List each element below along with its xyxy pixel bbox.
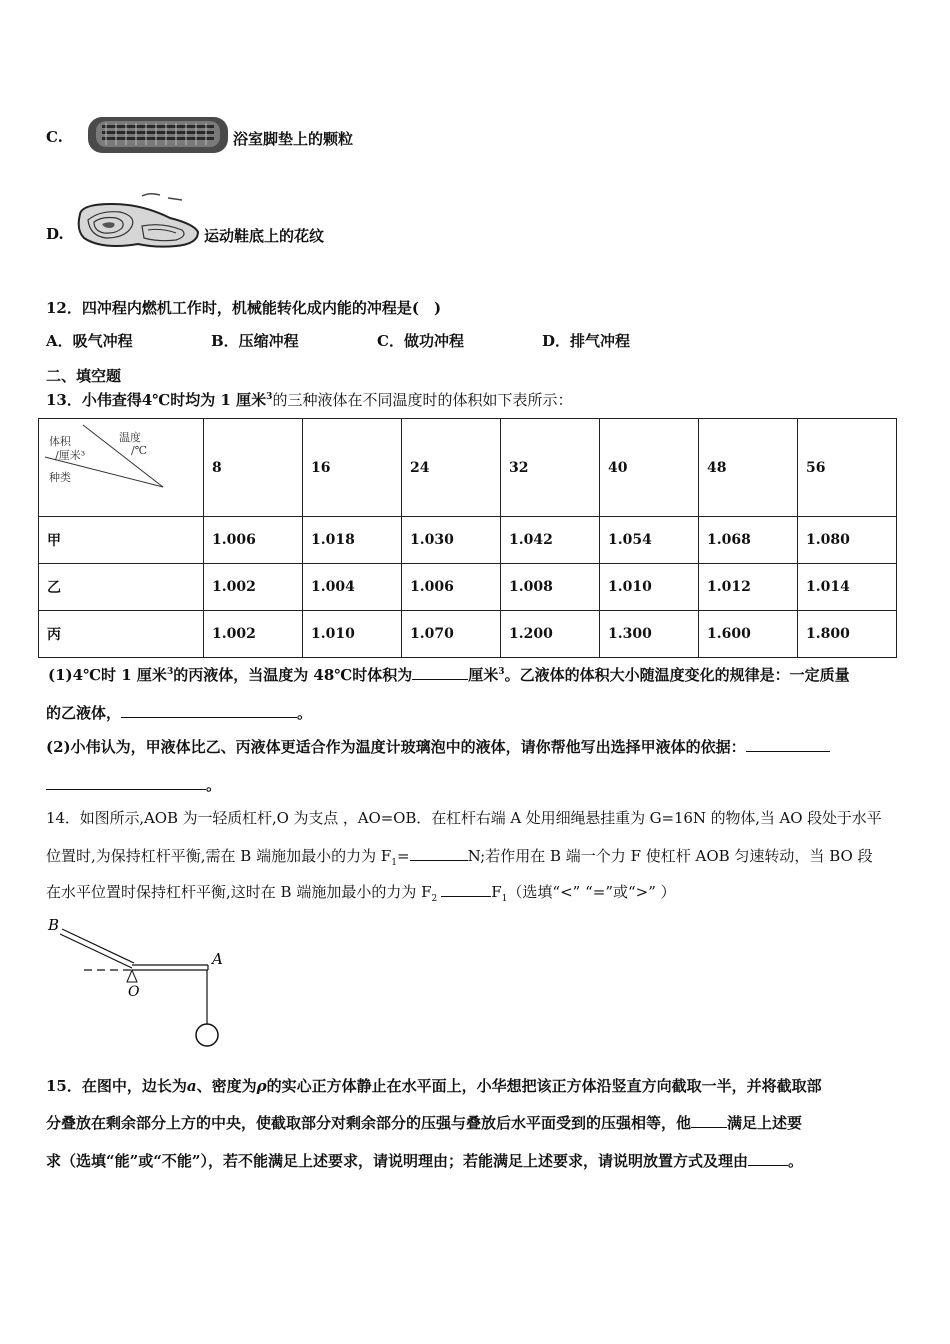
answer-blank[interactable]: [691, 1113, 727, 1128]
q14-line2: 位置时,为保持杠杆平衡,需在 B 端施加最小的力为 $F_1= N$;若作用在 B 端一个力 F 使杠杆 AOB 匀速转动，当 BO 段: [46, 847, 873, 868]
option-c-letter: C.: [46, 128, 63, 146]
answer-blank[interactable]: [410, 846, 468, 861]
table-cell: 1.030: [402, 517, 501, 564]
temp-header-cell: 16: [303, 419, 402, 517]
row-label: 丙: [39, 611, 204, 658]
table-cell: 1.068: [699, 517, 798, 564]
temp-header-cell: 32: [501, 419, 600, 517]
option-d-letter: D.: [46, 225, 64, 243]
table-cell: 1.300: [600, 611, 699, 658]
answer-blank[interactable]: [441, 882, 491, 897]
volume-table: [38, 418, 897, 658]
point-a-label: A: [212, 950, 223, 968]
table-cell: 1.002: [204, 564, 303, 611]
q13-part2-line1: (2)小伟认为，甲液体比乙、丙液体更适合作为温度计玻璃泡中的液体，请你帮他写出选择甲液体的依据：: [46, 736, 830, 757]
q13-stem: 13．小伟查得4℃时均为 1 厘米$^3$的三种液体在不同温度时的体积如下表所示：: [46, 391, 573, 409]
row-label: 甲: [39, 517, 204, 564]
q13-part1-line1: (1)4℃时 1 厘米$^3$的丙液体，当温度为 48℃时体积为 厘米$^3$。乙液体的体积大小随温度变化的规律是：一定质量: [48, 666, 850, 684]
q12-stem: 12．四冲程内燃机工作时，机械能转化成内能的冲程是( ): [46, 299, 442, 317]
table-cell: 1.054: [600, 517, 699, 564]
table-cell: 1.004: [303, 564, 402, 611]
q13-part1-line2: 的乙液体， 。: [46, 704, 313, 722]
bath-mat-icon: [86, 113, 234, 159]
table-row: [39, 517, 897, 564]
table-cell: 1.042: [501, 517, 600, 564]
temp-header-cell: 48: [699, 419, 798, 517]
answer-blank[interactable]: [121, 703, 297, 718]
table-cell: 1.070: [402, 611, 501, 658]
q15-line1: 15．在图中，边长为a、密度为ρ的实心正方体静止在水平面上，小华想把该正方体沿竖直方向截取一半，并将截取部: [46, 1077, 822, 1095]
table-cell: 1.006: [402, 564, 501, 611]
q12-option-c: C．做功冲程: [377, 332, 464, 350]
q12-option-a: A．吸气冲程: [46, 332, 133, 350]
section-heading: 二、填空题: [46, 367, 122, 385]
q14-line3: 在水平位置时保持杠杆平衡,这时在 B 端施加最小的力为 $F_2$ $F_1$（选填“<” “=”或“>” ）: [46, 883, 676, 904]
table-corner-cell: 温度 /℃ 体积 /厘米³ 种类: [39, 419, 204, 517]
option-d-text: 运动鞋底上的花纹: [204, 227, 325, 245]
q14-line1: 14．如图所示,AOB 为一轻质杠杆,O 为支点 ，AO=OB．在杠杆右端 A 处用细绳悬挂重为 G=16N 的物体,当 AO 段处于水平: [46, 809, 882, 827]
temp-header-cell: 24: [402, 419, 501, 517]
table-cell: 1.600: [699, 611, 798, 658]
table-cell: 1.800: [798, 611, 897, 658]
point-o-label: O: [128, 984, 140, 1000]
table-cell: 1.014: [798, 564, 897, 611]
answer-blank[interactable]: [46, 775, 206, 790]
table-row: [39, 611, 897, 658]
q15-line2: 分叠放在剩余部分上方的中央，使截取部分对剩余部分的压强与叠放后水平面受到的压强相等，他 满足上述要: [46, 1114, 803, 1132]
temp-header-cell: 8: [204, 419, 303, 517]
answer-blank[interactable]: [748, 1151, 788, 1166]
table-cell: 1.002: [204, 611, 303, 658]
answer-blank[interactable]: [746, 737, 830, 752]
temp-header-cell: 40: [600, 419, 699, 517]
q12-option-b: B．压缩冲程: [211, 332, 299, 350]
table-cell: 1.200: [501, 611, 600, 658]
table-cell: 1.008: [501, 564, 600, 611]
table-cell: 1.080: [798, 517, 897, 564]
option-c-text: 浴室脚垫上的颗粒: [233, 130, 354, 148]
q13-part2-line2: 。: [46, 774, 221, 795]
row-label: 乙: [39, 564, 204, 611]
q15-line3: 求（选填“能”或“不能”），若不能满足上述要求，请说明理由；若能满足上述要求，请说明放置方式及理由 。: [46, 1152, 804, 1170]
table-cell: 1.018: [303, 517, 402, 564]
table-cell: 1.010: [303, 611, 402, 658]
table-row: [39, 564, 897, 611]
lever-figure: [40, 910, 240, 1055]
temp-header-cell: 56: [798, 419, 897, 517]
table-cell: 1.012: [699, 564, 798, 611]
point-b-label: B: [48, 916, 60, 934]
table-cell: 1.010: [600, 564, 699, 611]
q12-option-d: D．排气冲程: [542, 332, 631, 350]
sneaker-sole-icon: [72, 186, 204, 256]
answer-blank[interactable]: [412, 665, 468, 680]
table-cell: 1.006: [204, 517, 303, 564]
